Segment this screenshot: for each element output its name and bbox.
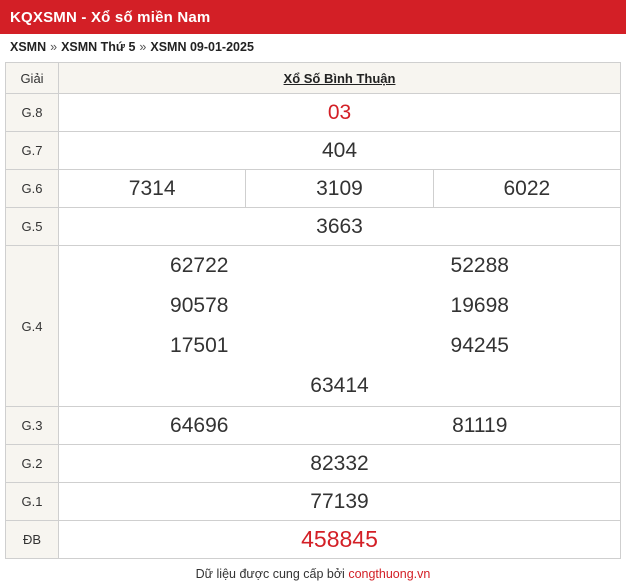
row-label-db: ĐB bbox=[6, 521, 59, 559]
result-g6-2: 3109 bbox=[246, 170, 433, 208]
footer-source-link[interactable]: congthuong.vn bbox=[348, 567, 431, 581]
table-row-db bbox=[6, 521, 621, 559]
g4-grid-row-1 bbox=[59, 246, 620, 286]
table-row-g4 bbox=[6, 246, 621, 407]
breadcrumb-item-weekday[interactable]: XSMN Thứ 5 bbox=[61, 40, 136, 54]
row-label-g8: G.8 bbox=[6, 94, 59, 132]
row-label-g7: G.7 bbox=[6, 132, 59, 170]
footer-text: Dữ liệu được cung cấp bởi bbox=[195, 567, 345, 581]
g3-grid bbox=[59, 413, 620, 439]
table-row-g6 bbox=[6, 170, 621, 208]
result-g4-5: 17501 bbox=[170, 334, 229, 357]
g4-grid bbox=[59, 246, 620, 406]
table-row-g2 bbox=[6, 445, 621, 483]
g3-grid-row-1 bbox=[59, 413, 620, 439]
result-g1-1: 77139 bbox=[59, 483, 621, 521]
table-row-g8 bbox=[6, 94, 621, 132]
breadcrumb-separator-1: » bbox=[50, 40, 58, 54]
row-label-g4: G.4 bbox=[6, 246, 59, 407]
result-g4-6: 94245 bbox=[450, 334, 509, 357]
result-g3-1: 64696 bbox=[170, 413, 229, 437]
breadcrumb-item-date[interactable]: XSMN 09-01-2025 bbox=[150, 40, 254, 54]
result-g4-7: 63414 bbox=[310, 374, 369, 397]
page-title: KQXSMN - Xổ số miền Nam bbox=[10, 8, 211, 26]
table-row-g1 bbox=[6, 483, 621, 521]
result-g4-1: 62722 bbox=[170, 254, 229, 277]
header-cell-title bbox=[59, 63, 621, 94]
row-label-g6: G.6 bbox=[6, 170, 59, 208]
row-label-g5: G.5 bbox=[6, 208, 59, 246]
result-g6-1: 7314 bbox=[59, 170, 246, 208]
g4-grid-row-4 bbox=[59, 366, 620, 406]
result-g5-1: 3663 bbox=[59, 208, 621, 246]
header-cell-prize: Giải bbox=[6, 63, 59, 94]
table-row-g3 bbox=[6, 407, 621, 445]
breadcrumb bbox=[0, 34, 626, 60]
g4-grid-row-2 bbox=[59, 286, 620, 326]
page-header bbox=[0, 0, 626, 34]
footer bbox=[0, 567, 626, 581]
table-row-g5 bbox=[6, 208, 621, 246]
table-row-g7 bbox=[6, 132, 621, 170]
breadcrumb-separator-2: » bbox=[139, 40, 147, 54]
result-g4-2: 52288 bbox=[450, 254, 509, 277]
row-label-g1: G.1 bbox=[6, 483, 59, 521]
result-g8-1: 03 bbox=[59, 94, 621, 132]
row-label-g2: G.2 bbox=[6, 445, 59, 483]
lottery-results-table bbox=[5, 62, 621, 559]
result-g3-2: 81119 bbox=[452, 413, 508, 437]
province-title: Xổ Số Bình Thuận bbox=[283, 70, 396, 86]
row-label-g3: G.3 bbox=[6, 407, 59, 445]
result-g4-group bbox=[59, 246, 621, 407]
result-g2-1: 82332 bbox=[59, 445, 621, 483]
result-g4-4: 19698 bbox=[450, 294, 509, 317]
breadcrumb-item-xsmn[interactable]: XSMN bbox=[10, 40, 47, 54]
g4-grid-row-3 bbox=[59, 326, 620, 366]
result-g4-3: 90578 bbox=[170, 294, 229, 317]
table-header-row bbox=[6, 63, 621, 94]
result-g3-group bbox=[59, 407, 621, 445]
result-g7-1: 404 bbox=[59, 132, 621, 170]
result-g6-3: 6022 bbox=[433, 170, 620, 208]
result-db-1: 458845 bbox=[59, 521, 621, 559]
